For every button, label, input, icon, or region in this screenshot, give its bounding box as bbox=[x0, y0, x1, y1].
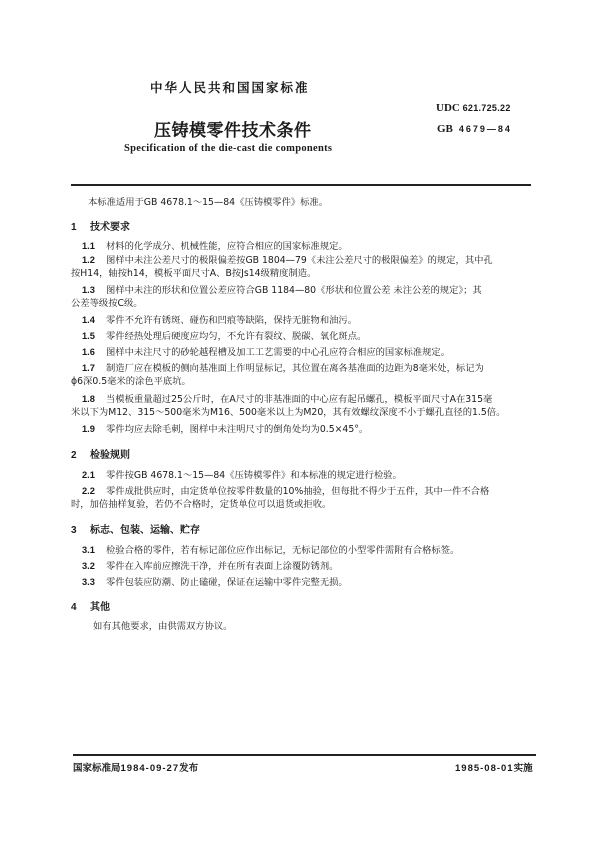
clause bbox=[82, 543, 459, 558]
issue-suffix: 发布 bbox=[179, 763, 199, 774]
clause bbox=[82, 345, 450, 360]
gb-label: GB bbox=[437, 123, 453, 135]
section-body: 如有其他要求，由供需双方协议。 bbox=[93, 621, 233, 632]
effective-info bbox=[455, 760, 533, 774]
clause-number: 3.3 bbox=[82, 577, 95, 587]
footer-divider bbox=[73, 754, 536, 756]
clause-number: 2.1 bbox=[82, 470, 95, 480]
clause-continuation: 公差等级按C级。 bbox=[71, 298, 143, 309]
clause bbox=[82, 559, 338, 574]
clause-text: 图样中未注尺寸的砂轮越程槽及加工工艺需要的中心孔应符合相应的国家标准规定。 bbox=[106, 347, 450, 358]
clause-number: 1.9 bbox=[82, 424, 95, 434]
clause bbox=[82, 253, 493, 268]
effective-date: 1985-08-01 bbox=[455, 763, 514, 774]
clause-continuation: 米以下为M12、315～500毫米为M16、500毫米以上为M20，其有效螺纹深度不小于螺孔直径的1.5倍。 bbox=[71, 407, 506, 418]
clause-text: 零件成批供应时，由定货单位按零件数量的10%抽验，但每批不得少于五件，其中一件不合格 bbox=[106, 486, 490, 497]
document-title-en: Specification of the die-cast die components bbox=[124, 143, 333, 154]
clause bbox=[82, 392, 492, 407]
section-heading bbox=[71, 521, 200, 536]
gb-number: 4679—84 bbox=[458, 124, 512, 134]
clause-text: 零件在入库前应擦洗干净，并在所有表面上涂覆防锈剂。 bbox=[106, 561, 339, 572]
udc-code bbox=[436, 102, 511, 114]
section-title: 其他 bbox=[90, 602, 110, 613]
clause bbox=[82, 329, 366, 344]
clause-continuation: ϕ6深0.5毫米的涂色平底坑。 bbox=[71, 376, 191, 387]
clause-text: 零件均应去除毛刺，图样中未注明尺寸的倒角处均为0.5×45°。 bbox=[106, 424, 369, 435]
udc-number: 621.725.22 bbox=[462, 103, 511, 113]
section-number: 4 bbox=[71, 602, 77, 613]
country-standard-heading: 中华人民共和国国家标准 bbox=[150, 80, 310, 95]
section-number: 1 bbox=[71, 222, 77, 233]
clause-number: 1.8 bbox=[82, 394, 95, 404]
gb-code bbox=[437, 123, 512, 135]
clause-text: 零件按GB 4678.1～15—84《压铸模零件》和本标准的规定进行检验。 bbox=[106, 470, 402, 481]
clause bbox=[82, 239, 348, 254]
udc-label: UDC bbox=[436, 102, 460, 114]
clause-continuation: 按H14，轴按h14，模板平面尺寸A、B按Js14级精度制造。 bbox=[71, 268, 317, 279]
clause-text: 图样中未注的形状和位置公差应符合GB 1184—80《形状和位置公差 未注公差的规定》；其 bbox=[106, 285, 482, 296]
clause-text: 零件经热处理后硬度应均匀，不允许有裂纹、脱碳、氧化斑点。 bbox=[106, 331, 367, 342]
section-heading bbox=[71, 446, 130, 461]
section-number: 3 bbox=[71, 525, 77, 536]
clause-number: 1.3 bbox=[82, 285, 95, 295]
header-divider bbox=[71, 184, 531, 186]
clause bbox=[82, 283, 482, 298]
clause-number: 1.1 bbox=[82, 241, 95, 251]
clause-number: 1.6 bbox=[82, 347, 95, 357]
clause bbox=[82, 313, 357, 328]
clause bbox=[82, 422, 368, 437]
clause-text: 零件包装应防潮、防止磕碰，保证在运输中零件完整无损。 bbox=[106, 577, 348, 588]
clause bbox=[82, 468, 402, 483]
issue-info bbox=[73, 760, 198, 774]
clause-number: 3.1 bbox=[82, 545, 95, 555]
issuer: 国家标准局 bbox=[73, 763, 121, 774]
section-title: 标志、包装、运输、贮存 bbox=[90, 525, 200, 536]
section-number: 2 bbox=[71, 450, 77, 461]
document-title-cn: 压铸模零件技术条件 bbox=[154, 121, 312, 141]
section-heading bbox=[71, 598, 110, 613]
clause-text: 制造厂应在模板的侧向基准面上作明显标记，其位置在离各基准面的边距为8毫米处，标记为 bbox=[106, 363, 484, 374]
clause-number: 2.2 bbox=[82, 486, 95, 496]
section-heading bbox=[71, 218, 130, 233]
clause-number: 1.4 bbox=[82, 315, 95, 325]
section-title: 检验规则 bbox=[90, 450, 130, 461]
clause-continuation: 时，加倍抽样复验，若仍不合格时，定货单位可以退货或拒收。 bbox=[71, 499, 332, 510]
section-title: 技术要求 bbox=[90, 222, 130, 233]
clause-text: 检验合格的零件，若有标记部位应作出标记，无标记部位的小型零件需附有合格标签。 bbox=[106, 545, 460, 556]
issue-date: 1984-09-27 bbox=[120, 763, 180, 774]
clause-text: 材料的化学成分、机械性能，应符合相应的国家标准规定。 bbox=[106, 241, 348, 252]
clause-number: 1.7 bbox=[82, 363, 95, 373]
clause-text: 当模板重量超过25公斤时，在A尺寸的非基准面的中心应有起吊螺孔，模板平面尺寸A在315毫 bbox=[106, 394, 493, 405]
clause-number: 1.5 bbox=[82, 331, 95, 341]
clause bbox=[82, 361, 484, 376]
effective-suffix: 实施 bbox=[513, 763, 533, 774]
clause bbox=[82, 484, 489, 499]
clause-text: 图样中未注公差尺寸的极限偏差按GB 1804—79《未注公差尺寸的极限偏差》的规定，其中孔 bbox=[106, 255, 493, 266]
clause-number: 3.2 bbox=[82, 561, 95, 571]
clause-number: 1.2 bbox=[82, 255, 95, 265]
clause-text: 零件不允许有锈斑、碰伤和凹痕等缺陷，保持无脏物和油污。 bbox=[106, 315, 358, 326]
clause bbox=[82, 575, 348, 590]
intro-paragraph: 本标准适用于GB 4678.1～15—84《压铸模零件》标准。 bbox=[88, 197, 329, 208]
